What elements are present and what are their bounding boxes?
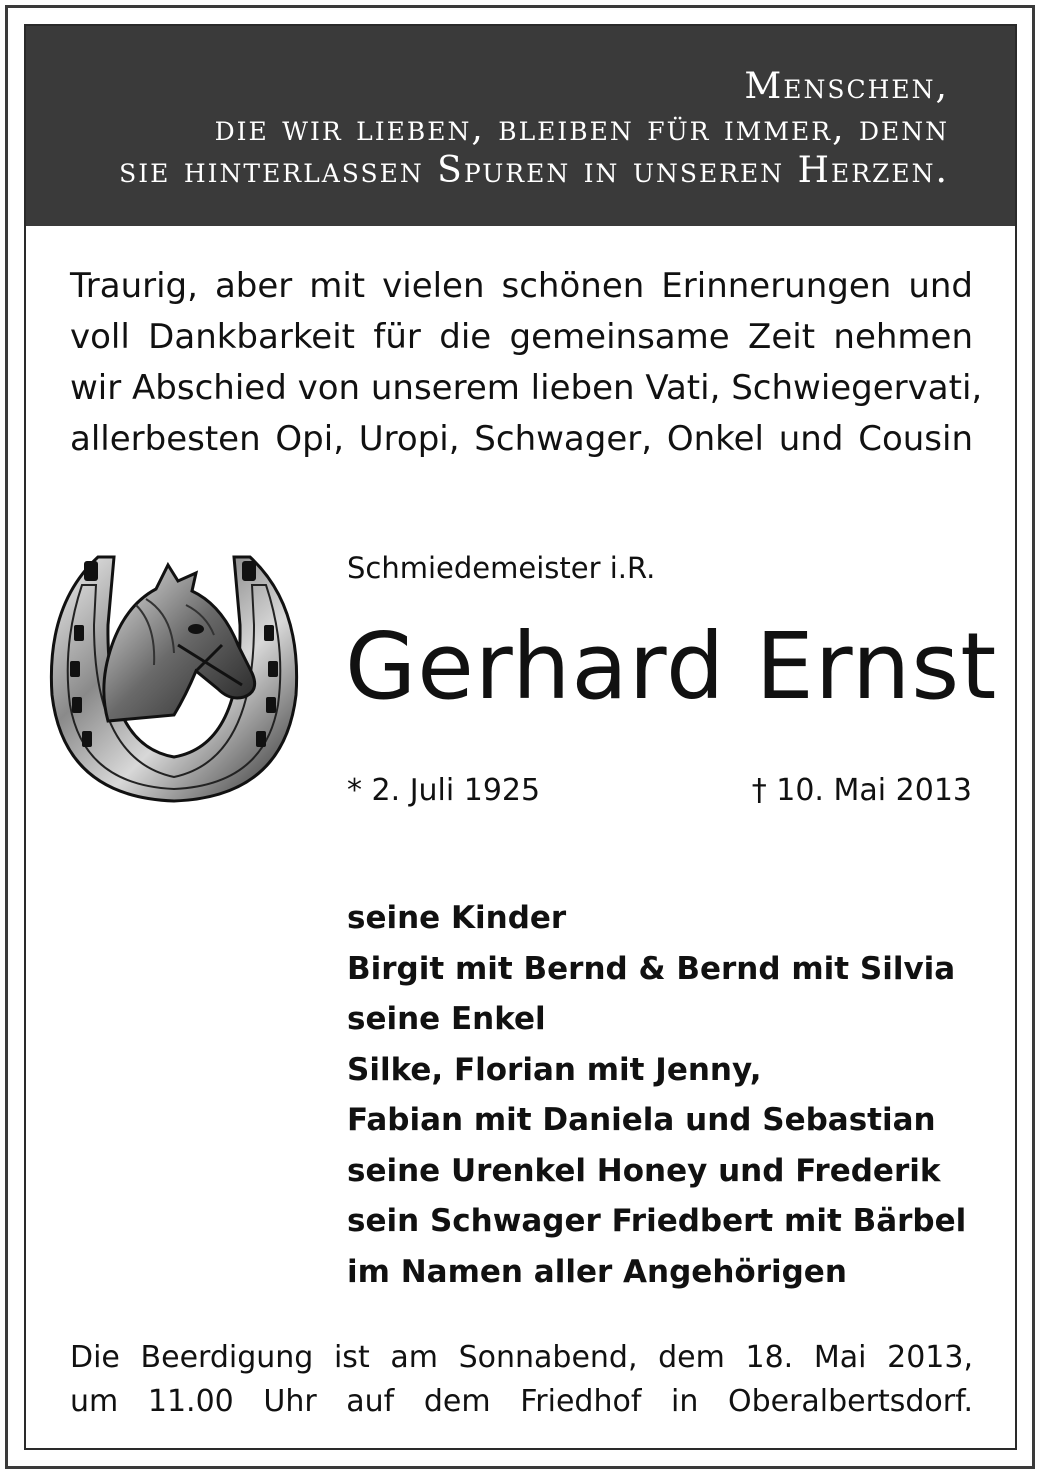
intro-line: allerbesten Opi, Uropi, Schwager, Onkel und Cousin — [70, 419, 973, 459]
motto-line: sie hinterlassen Spuren in unseren Herzen. — [119, 150, 949, 191]
mourners-list — [347, 893, 966, 1297]
motto-line: Menschen, — [744, 66, 949, 107]
intro-text — [70, 261, 983, 465]
mourner-line: seine Kinder — [347, 900, 567, 936]
profession: Schmiedemeister i.R. — [347, 551, 656, 585]
funeral-notice — [70, 1336, 973, 1424]
death-date: † 10. Mai 2013 — [751, 773, 972, 808]
mourner-line: Fabian mit Daniela und Sebastian — [347, 1102, 936, 1138]
funeral-line: um 11.00 Uhr auf dem Friedhof in Oberalbertsdorf. — [70, 1384, 973, 1419]
motto-banner — [26, 26, 1015, 226]
mourner-line: sein Schwager Friedbert mit Bärbel — [347, 1203, 967, 1239]
motto-line: die wir lieben, bleiben für immer, denn — [214, 108, 949, 149]
mourner-line: Silke, Florian mit Jenny, — [347, 1051, 762, 1088]
mourner-line: seine Enkel — [347, 1001, 546, 1037]
horseshoe-horse-head-icon — [46, 545, 302, 805]
funeral-line: Die Beerdigung ist am Sonnabend, dem 18. Mai 2013, — [70, 1340, 973, 1375]
intro-line: wir Abschied von unserem lieben Vati, Schwiegervati, — [70, 368, 983, 408]
mourner-line: im Namen aller Angehörigen — [347, 1253, 847, 1290]
birth-date: * 2. Juli 1925 — [347, 773, 541, 808]
deceased-name: Gerhard Ernst — [345, 613, 998, 720]
mourner-line: seine Urenkel Honey und Frederik — [347, 1152, 941, 1189]
intro-line: voll Dankbarkeit für die gemeinsame Zeit nehmen — [70, 317, 973, 357]
intro-line: Traurig, aber mit vielen schönen Erinnerungen und — [70, 266, 973, 306]
mourner-line: Birgit mit Bernd & Bernd mit Silvia — [347, 950, 956, 987]
